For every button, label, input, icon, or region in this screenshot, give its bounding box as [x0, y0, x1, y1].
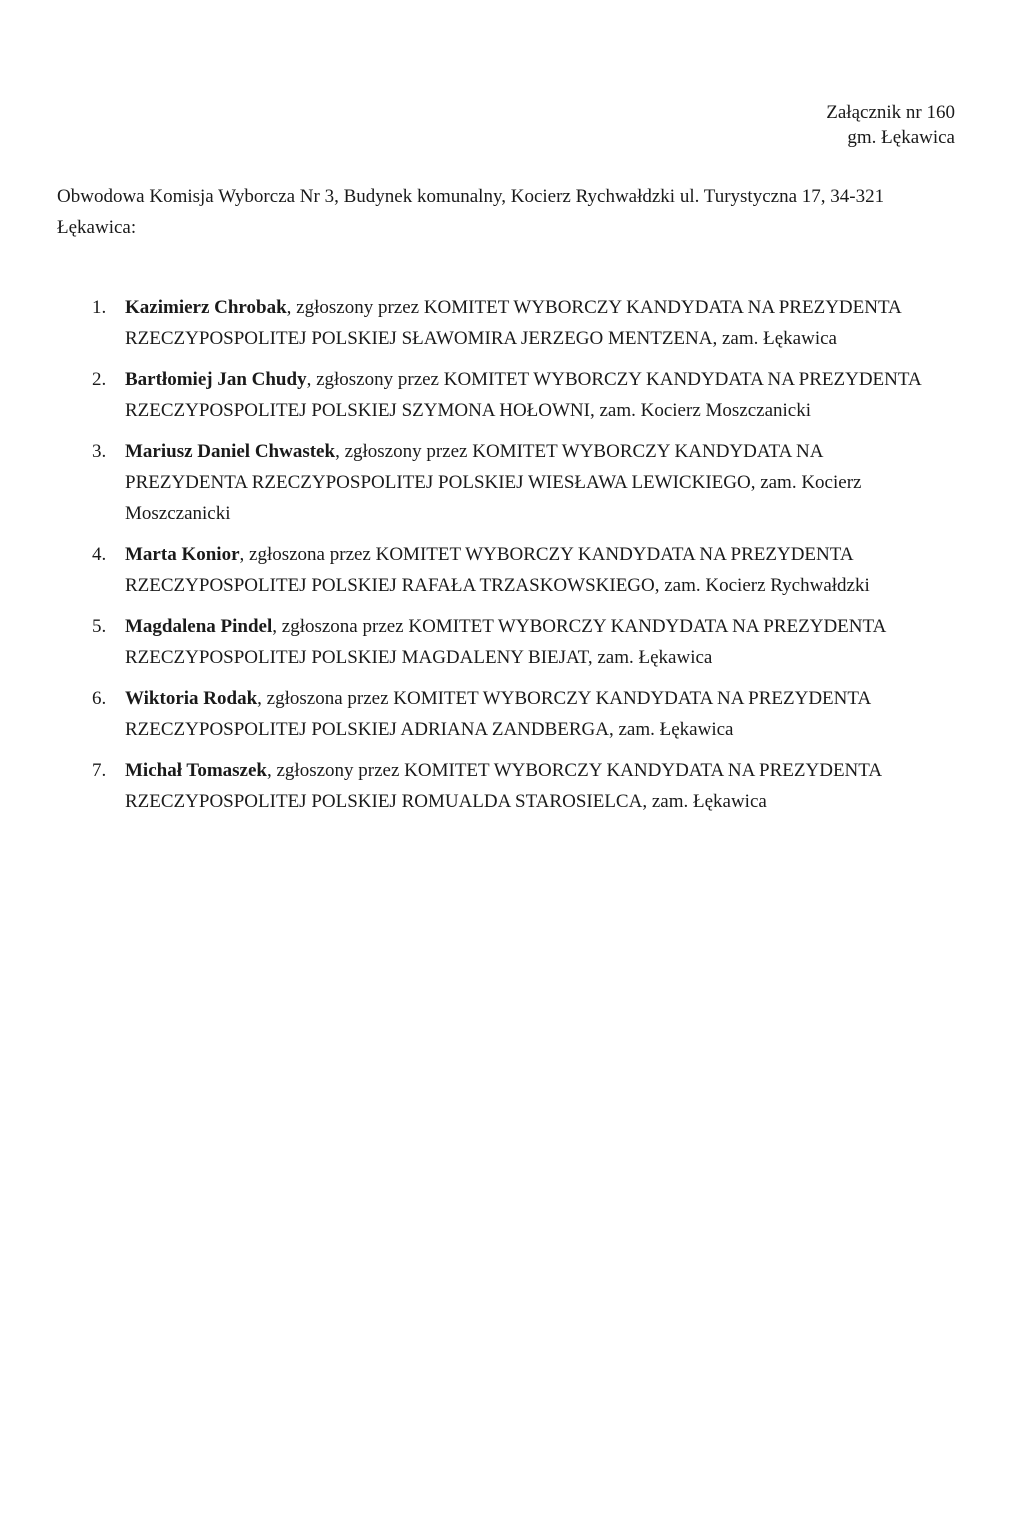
- member-description: , zgłoszony przez KOMITET WYBORCZY KANDYDATA NA PREZYDENTA RZECZYPOSPOLITEJ POLSKIEJ SZYMONA HOŁOWNI, zam. Kocierz Moszczanicki: [125, 369, 921, 421]
- member-number: 7.: [92, 760, 107, 781]
- member-description: , zgłoszony przez KOMITET WYBORCZY KANDYDATA NA PREZYDENTA RZECZYPOSPOLITEJ POLSKIEJ SŁAWOMIRA JERZEGO MENTZENA, zam. Łękawica: [125, 297, 901, 349]
- member-description: , zgłoszona przez KOMITET WYBORCZY KANDYDATA NA PREZYDENTA RZECZYPOSPOLITEJ POLSKIEJ MAGDALENY BIEJAT, zam. Łękawica: [125, 616, 886, 668]
- member-number: 4.: [92, 544, 107, 565]
- members-list: [0, 292, 1018, 827]
- member-name: Marta Konior: [125, 544, 240, 565]
- member-item: [0, 611, 945, 673]
- member-description: , zgłoszony przez KOMITET WYBORCZY KANDYDATA NA PREZYDENTA RZECZYPOSPOLITEJ POLSKIEJ WIESŁAWA LEWICKIEGO, zam. Kocierz Moszczanicki: [125, 441, 862, 524]
- member-item: [0, 436, 945, 529]
- member-name: Michał Tomaszek: [125, 760, 267, 781]
- annex-header: [826, 100, 955, 150]
- member-number: 2.: [92, 369, 107, 390]
- member-number: 5.: [92, 616, 107, 637]
- member-name: Magdalena Pindel: [125, 616, 273, 637]
- annex-municipality: gm. Łękawica: [847, 127, 955, 148]
- member-name: Wiktoria Rodak: [125, 688, 258, 709]
- annex-number: Załącznik nr 160: [826, 102, 955, 123]
- commission-intro: Obwodowa Komisja Wyborcza Nr 3, Budynek komunalny, Kocierz Rychwałdzki ul. Turystyczna 17, 34-321 Łękawica:: [57, 186, 885, 238]
- member-name: Mariusz Daniel Chwastek: [125, 441, 336, 462]
- member-number: 6.: [92, 688, 107, 709]
- member-description: , zgłoszona przez KOMITET WYBORCZY KANDYDATA NA PREZYDENTA RZECZYPOSPOLITEJ POLSKIEJ RAFAŁA TRZASKOWSKIEGO, zam. Kocierz Rychwałdzki: [125, 544, 870, 596]
- member-item: [0, 539, 945, 601]
- member-name: Kazimierz Chrobak: [125, 297, 287, 318]
- member-number: 1.: [92, 297, 107, 318]
- member-item: [0, 755, 945, 817]
- member-description: , zgłoszona przez KOMITET WYBORCZY KANDYDATA NA PREZYDENTA RZECZYPOSPOLITEJ POLSKIEJ ADRIANA ZANDBERGA, zam. Łękawica: [125, 688, 871, 740]
- member-name: Bartłomiej Jan Chudy: [125, 369, 307, 390]
- member-item: [0, 683, 945, 745]
- member-number: 3.: [92, 441, 107, 462]
- member-item: [0, 292, 945, 354]
- member-description: , zgłoszony przez KOMITET WYBORCZY KANDYDATA NA PREZYDENTA RZECZYPOSPOLITEJ POLSKIEJ ROMUALDA STAROSIELCA, zam. Łękawica: [125, 760, 882, 812]
- member-item: [0, 364, 945, 426]
